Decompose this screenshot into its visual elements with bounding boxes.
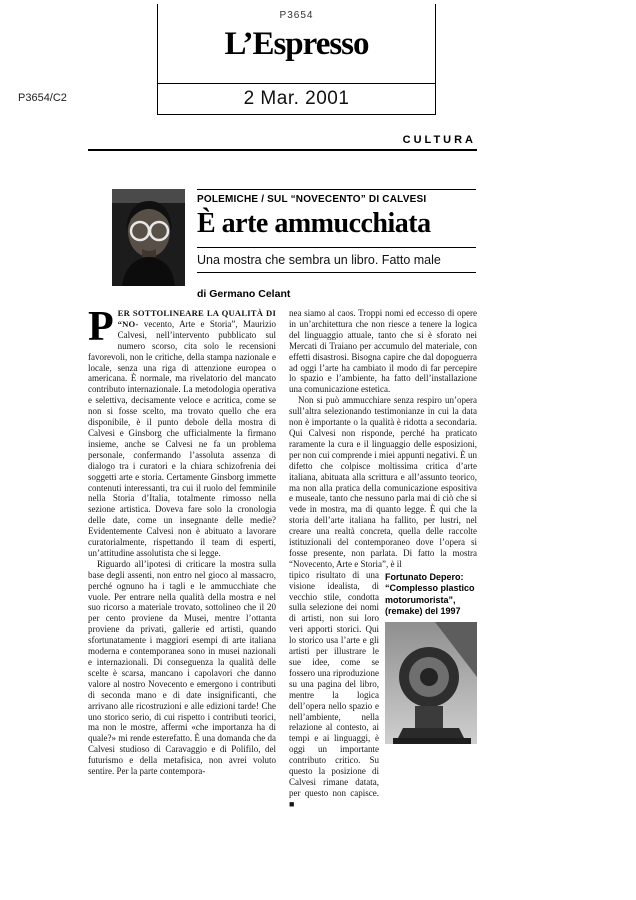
masthead-code: P3654 bbox=[279, 10, 314, 21]
column-bottom-row bbox=[289, 570, 477, 810]
portrait-illustration bbox=[112, 189, 185, 286]
paragraph-text: Non si può ammucchiare senza respiro un’opera sull’altra selezionando testimonianze in cui la data non è importante o la qualità è ridotta a secondaria. Qui Calvesi non risponde, perché ha praticato raramente la cura e il linguaggio delle esposizioni, per non cui comprende i miei appunti negativi. È un difetto che colpisce moltissima critica d’arte italiana, abituata alla scrittura e all’assunto teorico, ma non alla pratica della comunicazione espositiva e museale, tanto che nessuno parla mai di ciò che si vede in mostra, ma di quanto legge. È qui che la storia dell’arte italiana ha fallito, per lustri, nel creare una realtà concreta, quella delle raccolte istituzionali del contemporaneo dove l’opera si fosse presente, non parlata. Di fatto la mostra “Novecento, Arte e Storia”, è il bbox=[289, 395, 477, 569]
paragraph-text: vecento, Arte e Storia”, Maurizio Calvesi, nell’intervento pubblicato sul numero scorso, cita solo le recensioni favorevoli, non le critiche, della stampa nazionale e locale, senza una riga di attenzione europea o americana. È normale, ma rivelatorio del mancato contributo internazionale. La metodologia operativa e selettiva, decisamente veloce e acritica, come se non si fosse scelto, ma trovato quello che era disponibile, è il punto debole della mostra di Calvesi e Ginsborg che ufficialmente la firmano insieme, anche se Calvesi ne fa un problema personale, confermando l’assoluta assenza di dialogo tra i curatori e la chiara schizofrenia dei soggetti arte e storia. Certamente Ginsborg immette contenuti interessanti, tra cui il ruolo del femminile nella Storia d’Italia, totalmente rimosso nella sezione artistica. Doveva fare solo la cronologia delle date, come un insegnante delle medie? Evidentemente Calvesi non è abituato a lavorare curatorialmente, rispettando il team di esperti, un’attitudine assolutista che si legge. bbox=[88, 318, 276, 558]
magazine-logo: L’Espresso bbox=[224, 26, 369, 62]
article-title: È arte ammucchiata bbox=[197, 208, 431, 239]
article-kicker: POLEMICHE / SUL “NOVECENTO” DI CALVESI bbox=[197, 189, 476, 207]
body-paragraph bbox=[289, 395, 477, 570]
drop-cap: P bbox=[88, 308, 114, 350]
body-paragraph bbox=[289, 308, 477, 395]
masthead-divider bbox=[158, 83, 435, 84]
issue-date: 2 Mar. 2001 bbox=[243, 88, 350, 109]
section-label: CULTURA bbox=[402, 134, 476, 146]
archive-code: P3654/C2 bbox=[18, 92, 67, 104]
paragraph-text: tipico risultato di una visione idealista, di vecchio stile, condotta sulla selezione dei nomi di artisti, non sui loro veri apporti storici. Qui lo storico usa l’arte e gli artisti per illustrare le sue idee, come se fossero una riproduzione su una pagina del libro, mentre la logica dell’opera nello spazio e nell’ambiente, nella relazione al contesto, ai tempi e ai linguaggi, è oggi un importante contributo critico. Su questo la posizione di Calvesi rimane datata, per questo non capisce. ■ bbox=[289, 569, 379, 809]
sculpture-illustration bbox=[385, 622, 477, 744]
artwork-figure bbox=[385, 570, 477, 810]
section-rule bbox=[88, 149, 477, 151]
lead-caps: ER SOTTOLINEARE LA QUALITÀ DI “NO- bbox=[117, 308, 276, 329]
paragraph-text: Riguardo all’ipotesi di criticare la mostra sulla base degli assenti, non entro nel gioco al massacro, perché ognuno ha i tagli e le ammucchiate che vuole. Per entrare nella qualità della mostra e nel suo ricorso a materiale trovato, sottolineo che il 20 per cento proviene da Musei, mentre l’ottanta proviene da privati, gallerie ed artisti, quando sfortunatamente i maggiori esempi di arte italiana moderna e contemporanea sono in musei nazionali e internazionali. Di conseguenza la qualità delle scelte è scarsa, mancano i capolavori che danno valore al nostro Novecento e emergono i contributi di seconda mano e di date insignificanti, che arrivano alle ricostruzioni e alle edizioni tarde! Che uno storico serio, di cui rispetto i contributi teorici, ma non le mostre, affermi «che importanza ha di quale?» mi rende esterefatto. È una domanda che da Calvesi studioso di Caravaggio e di Polifilo, del futurismo e della metafisica, non avrei voluto sentire. Per la parte contempora- bbox=[88, 558, 276, 777]
body-column-1 bbox=[88, 308, 276, 888]
body-paragraph bbox=[88, 559, 276, 777]
body-paragraph bbox=[88, 308, 276, 559]
author-portrait-photo bbox=[112, 189, 185, 286]
paragraph-text: nea siamo al caos. Troppi nomi ed eccesso di opere in un’architettura che non riesce a tenere la logica del linguaggio attuale, tanto che si è sforato nei Mercati di Traiano per accumulo del materiale, con effetti disastrosi. Bisogna capire che dal dopoguerra ad oggi l’arte ha cambiato il modo di far percepire lo spazio e l’ambiente, ha fatto dell’installazione una comunicazione estetica. bbox=[289, 308, 477, 395]
sculpture-photo bbox=[385, 622, 477, 744]
body-paragraph bbox=[289, 570, 379, 810]
article-subtitle: Una mostra che sembra un libro. Fatto male bbox=[197, 247, 476, 273]
article-byline: di Germano Celant bbox=[197, 288, 291, 300]
artwork-caption: Fortunato Depero: “Complesso plastico motorumorista”, (remake) del 1997 bbox=[385, 571, 475, 617]
body-column-2 bbox=[289, 308, 477, 888]
masthead-box bbox=[157, 4, 436, 115]
article-header bbox=[197, 189, 476, 273]
